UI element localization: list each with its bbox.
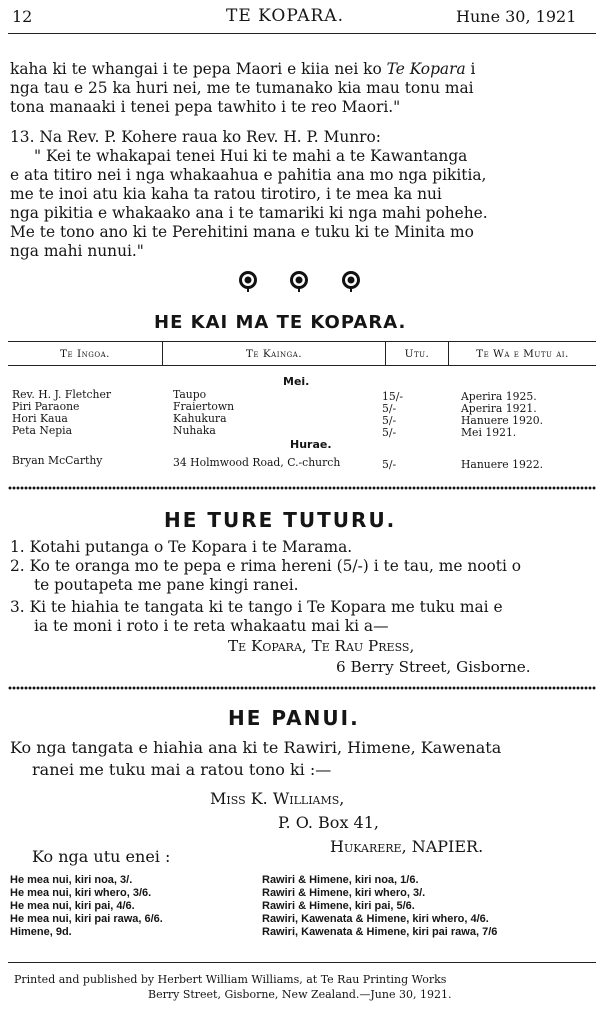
footer-line-1: Printed and published by Herbert William Williams, at Te Rau Printing Works <box>14 973 447 986</box>
group-label: Hurae. <box>290 438 332 451</box>
rules-list: 1. Kotahi putanga o Te Kopara i te Marama. 2. Ko te oranga mo te pepa e rima hereni (5/-) i te tau, me nooti o te poutapeta me pane kingi ranei. 3. Ki te hiahia te tangata ki te tango i Te Kopara me tuku mai e ia te moni i roto i te reta whakaatu mai ki a— <box>10 538 596 636</box>
list-item: Himene, 9d. <box>10 926 72 938</box>
column-header-fee: Utu. <box>386 342 449 366</box>
page-title: TE KOPARA. <box>226 6 344 26</box>
header-rule <box>8 33 596 34</box>
column-header-expiry: Te Wa e Mutu ai. <box>449 342 597 366</box>
dotted-divider <box>8 486 596 490</box>
list-item: Rawiri, Kawenata & Himene, kiri pai rawa, 7/6 <box>262 926 498 938</box>
list-item: Rawiri, Kawenata & Himene, kiri whero, 4/6. <box>262 913 489 925</box>
flower-ornament-icon <box>288 270 310 292</box>
group-label: Mei. <box>283 375 310 388</box>
rules-address-line-2: 6 Berry Street, Gisborne. <box>336 658 531 676</box>
notice-title: HE PANUI. <box>228 706 360 730</box>
flower-ornament-icon <box>340 270 362 292</box>
notice-address-line-2: P. O. Box 41, <box>278 813 379 832</box>
list-item: He mea nui, kiri pai, 4/6. <box>10 900 135 912</box>
list-item: 2. Ko te oranga mo te pepa e rima hereni (5/-) i te tau, me nooti o <box>10 557 522 575</box>
flower-ornament-icon <box>237 270 259 292</box>
list-item: Rawiri & Himene, kiri noa, 1/6. <box>262 874 419 886</box>
list-item: Rawiri & Himene, kiri whero, 3/. <box>262 887 426 899</box>
prices-label: Ko nga utu enei : <box>32 847 171 866</box>
column-header-name: Te Ingoa. <box>8 342 163 366</box>
subscribers-title: HE KAI MA TE KOPARA. <box>154 312 407 333</box>
dotted-divider <box>8 686 596 690</box>
list-item: Rawiri & Himene, kiri pai, 5/6. <box>262 900 415 912</box>
notice-paragraph: Ko nga tangata e hiahia ana ki te Rawiri, Himene, Kawenata ranei me tuku mai a ratou tono ki :— <box>10 738 502 779</box>
rules-title: HE TURE TUTURU. <box>164 508 397 532</box>
footer-line-2: Berry Street, Gisborne, New Zealand.—June 30, 1921. <box>148 988 452 1001</box>
list-item: He mea nui, kiri pai rawa, 6/6. <box>10 913 163 925</box>
notice-address-line-3: Hukarere, NAPIER. <box>330 837 484 856</box>
notice-address-line-1: Miss K. Williams, <box>210 789 345 808</box>
column-header-place: Te Kainga. <box>163 342 386 366</box>
issue-date: Hune 30, 1921 <box>456 7 577 26</box>
list-item: He mea nui, kiri noa, 3/. <box>10 874 133 886</box>
page-number: 12 <box>12 7 33 26</box>
footer-rule <box>8 962 596 963</box>
list-item: 3. Ki te hiahia te tangata ki te tango i Te Kopara me tuku mai e <box>10 598 503 616</box>
item-13-heading: 13. Na Rev. P. Kohere raua ko Rev. H. P. Munro: <box>10 128 381 146</box>
rules-address-line-1: Te Kopara, Te Rau Press, <box>228 637 415 655</box>
intro-paragraph: kaha ki te whangai i te pepa Maori e kiia nei ko Te Kopara i nga tau e 25 ka huri nei, me te tumanako kia mau tonu mai tona manaaki i tenei pepa tawhito i te reo Maori." <box>10 60 476 116</box>
item-13: 13. Na Rev. P. Kohere raua ko Rev. H. P. Munro: " Kei te whakapai tenei Hui ki te mahi a te Kawantanga e ata titiro nei i nga whakaahua e pahitia ana mo nga pikitia, me te inoi atu kia kaha ta ratou tirotiro, i te mea ka nui nga pikitia e whakaako ana i te tamariki ki nga mahi pohehe. Me te tono ano ki te Perehitini mana e tuku ki te Minita mo nga mahi nunui." <box>10 128 596 261</box>
list-item: He mea nui, kiri whero, 3/6. <box>10 887 152 899</box>
subscribers-table <box>8 341 596 366</box>
list-item: 1. Kotahi putanga o Te Kopara i te Marama. <box>10 538 353 556</box>
